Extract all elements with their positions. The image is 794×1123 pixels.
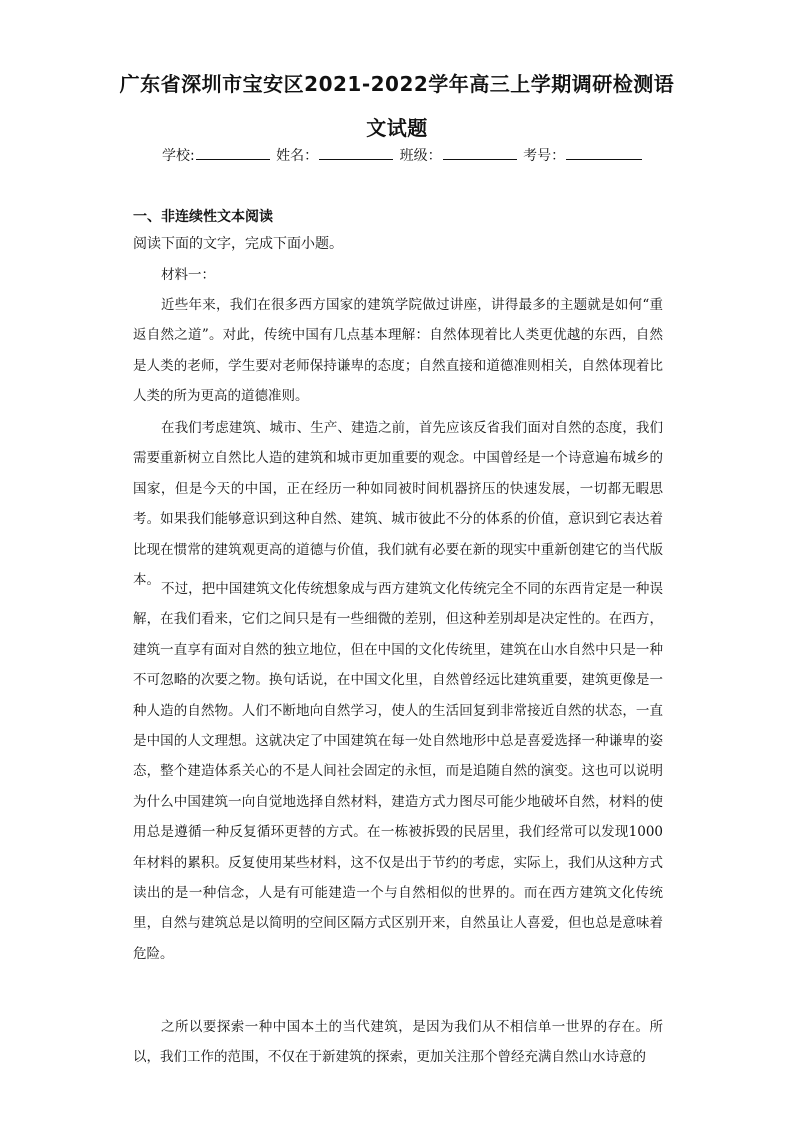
class-blank <box>443 145 517 160</box>
class-label: 班级： <box>399 148 442 164</box>
paragraph: 近些年来，我们在很多西方国家的建筑学院做过讲座，讲得最多的主题就是如何“重返自然之道”。对此，传统中国有几点基本理解：自然体现着比人类更优越的东西，自然是人类的老师，学生要对老师保持谦卑的态度；自然直接和道德准则相关，自然体现着比人类的所为更高的道德准则。 <box>133 297 663 405</box>
school-blank <box>196 145 270 160</box>
number-blank <box>566 145 642 160</box>
instruction-text: 阅读下面的文字，完成下面小题。 <box>133 236 343 252</box>
document-title-line1: 广东省深圳市宝安区2021-2022学年高三上学期调研检测语 <box>119 72 675 96</box>
document-title-line2: 文试题 <box>366 116 428 140</box>
section-heading: 一、非连续性文本阅读 <box>133 209 273 225</box>
paragraph: 之所以要探索一种中国本土的当代建筑，是因为我们从不相信单一世界的存在。所以，我们工作的范围，不仅在于新建筑的探索，更加关注那个曾经充满自然山水诗意的 <box>133 1019 663 1066</box>
name-label: 姓名： <box>276 148 319 164</box>
name-blank <box>319 145 393 160</box>
school-label: 学校: <box>162 148 195 164</box>
paragraph: 不过，把中国建筑文化传统想象成与西方建筑文化传统完全不同的东西肯定是一种误解，在我们看来，它们之间只是有一些细微的差别，但这种差别却是决定性的。在西方，建筑一直享有面对自然的独立地位，但在中国的文化传统里，建筑在山水自然中只是一种不可忽略的次要之物。换句话说，在中国文化里，自然曾经远比建筑重要，建筑更像是一种人造的自然物。人们不断地向自然学习，使人的生活回复到非常接近自然的状态，一直是中国的人文理想。这就决定了中国建筑在每一处自然地形中总是喜爱选择一种谦卑的姿态，整个建造体系关心的不是人间社会固定的永恒，而是追随自然的演变。这也可以说明为什么中国建筑一向自觉地选择自然材料，建造方式力图尽可能少地破坏自然，材料的使用总是遵循一种反复循环更替的方式。在一栋被拆毁的民居里，我们经常可以发现1000年材料的累积。反复使用某些材料，这不仅是出于节约的考虑，实际上，我们从这种方式读出的是一种信念，人是有可能建造一个与自然相似的世界的。而在西方建筑文化传统里，自然与建筑总是以简明的空间区隔方式区别开来，自然虽让人喜爱，但也总是意味着危险。 <box>133 581 663 962</box>
material-label: 材料一： <box>161 267 215 283</box>
paragraph: 在我们考虑建筑、城市、生产、建造之前，首先应该反省我们面对自然的态度，我们需要重新树立自然比人造的建筑和城市更加重要的观念。中国曾经是一个诗意遍布城乡的国家，但是今天的中国，正在经历一种如同被时间机器挤压的快速发展，一切都无暇思考。如果我们能够意识到这种自然、建筑、城市彼此不分的体系的价值，意识到它表达着比现在惯常的建筑观更高的道德与价值，我们就有必要在新的现实中重新创建它的当代版本。 <box>133 420 663 589</box>
student-info-row <box>162 145 644 165</box>
number-label: 考号： <box>523 148 566 164</box>
